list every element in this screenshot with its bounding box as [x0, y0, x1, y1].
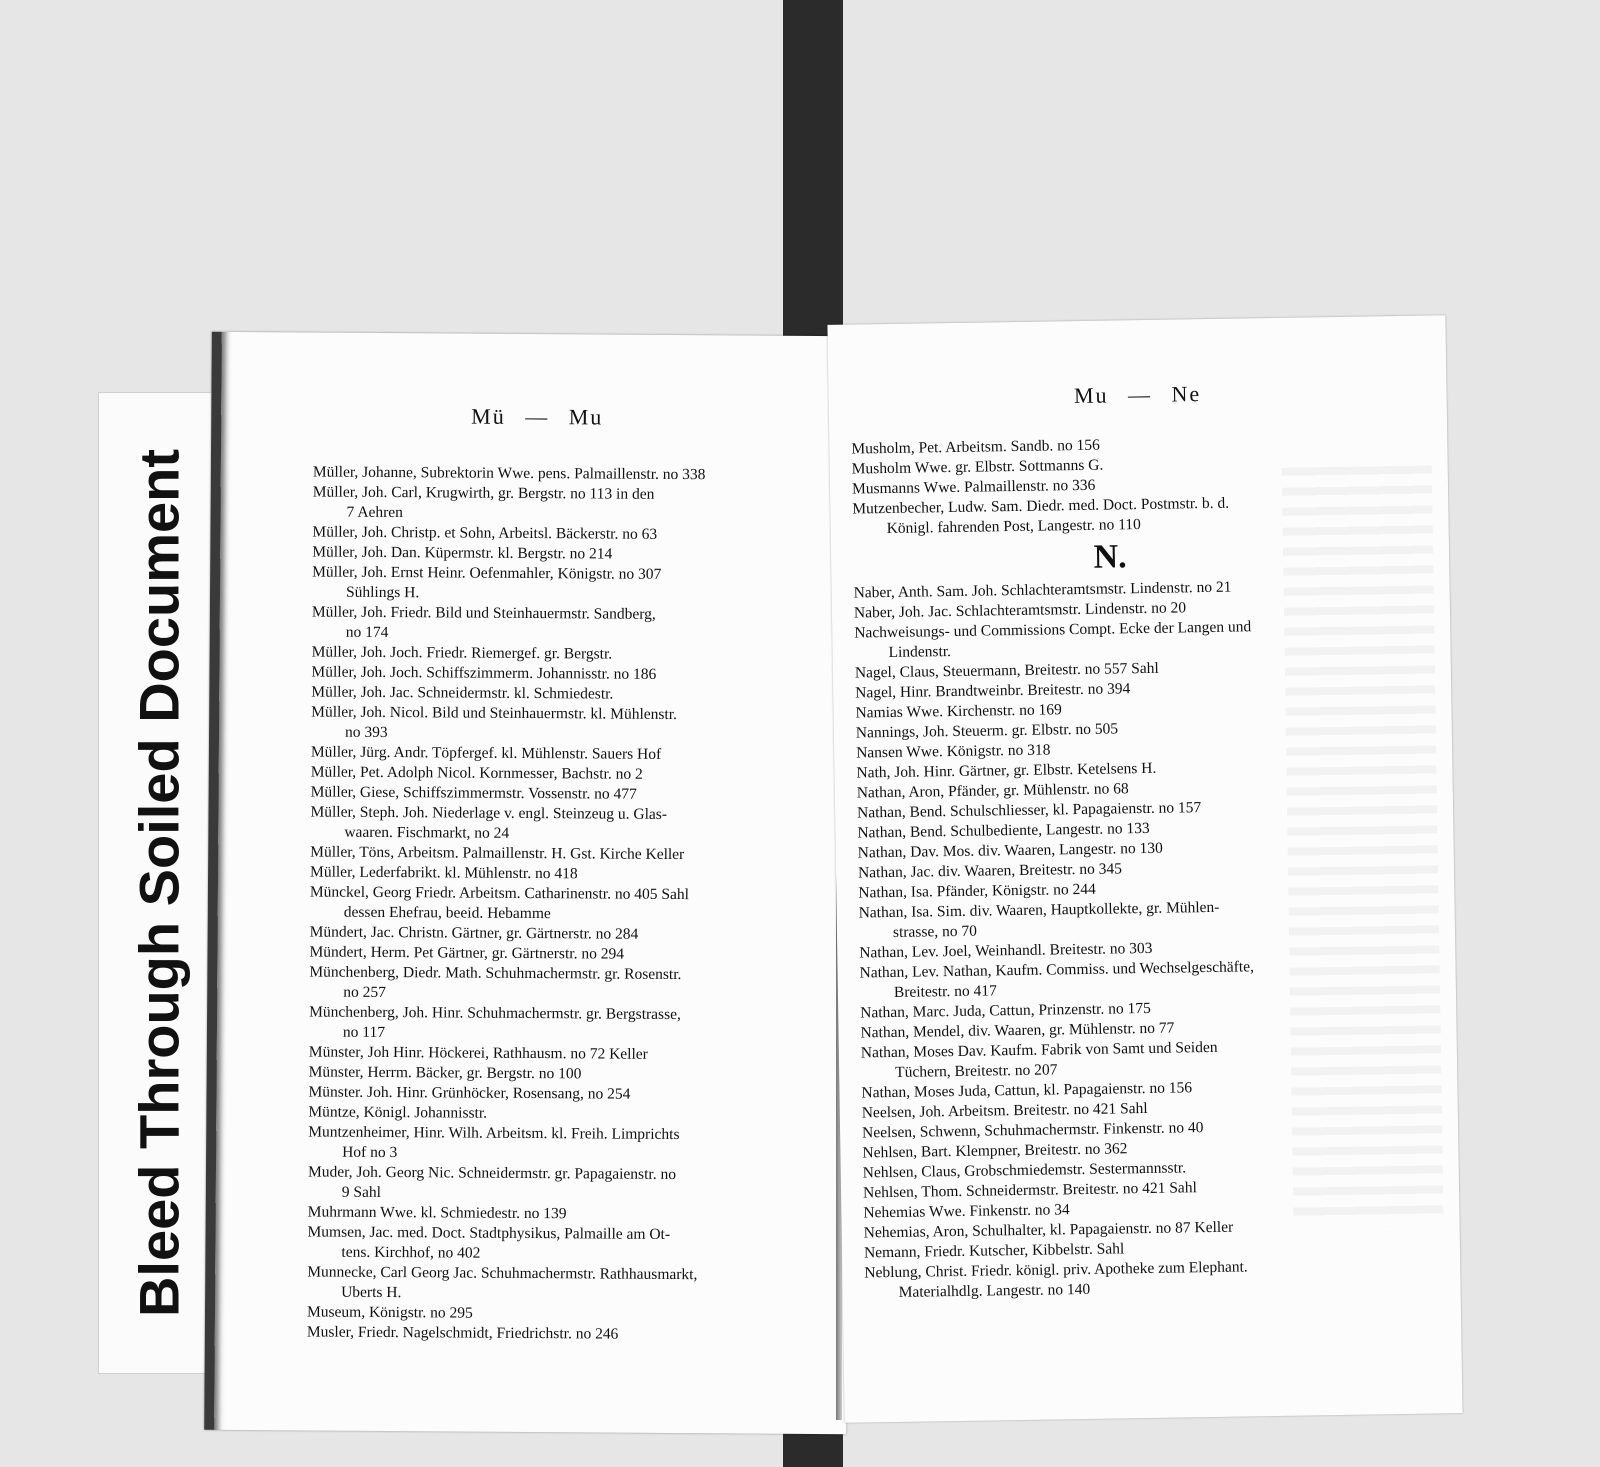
directory-entry [307, 1322, 827, 1346]
entry-text: Müller, Johanne, Subrektorin Wwe. pens. Palmaillenstr. no 338 [312, 463, 706, 484]
entry-text: Nagel, Claus, Steuermann, Breitestr. no 557 Sahl [854, 659, 1159, 682]
entry-text: Mumsen, Jac. med. Doct. Stadtphysikus, Palmaille am Ot- [307, 1223, 671, 1243]
entry-text: Nathan, Lev. Nathan, Kaufm. Commiss. und Wechselgeschäfte, [859, 958, 1255, 982]
entry-text: Nannings, Joh. Steuerm. gr. Elbstr. no 505 [855, 720, 1119, 742]
entry-text: Musholm Wwe. gr. Elbstr. Sottmanns G. [851, 456, 1104, 478]
entry-continuation: Materialhdlg. Langestr. no 140 [898, 1280, 1091, 1301]
entry-continuation: tens. Kirchhof, no 402 [341, 1243, 481, 1262]
directory-entry [307, 1222, 827, 1266]
entry-text: Mutzenbecher, Ludw. Sam. Diedr. med. Doct. Postmstr. b. d. [852, 494, 1230, 518]
entry-continuation: Tüchern, Breitestr. no 207 [895, 1061, 1058, 1081]
right-entries-after [853, 575, 1438, 1304]
entry-text: Nathan, Marc. Juda, Cattun, Prinzenstr. no 175 [860, 999, 1151, 1022]
right-page [827, 315, 1462, 1423]
entry-text: Nagel, Hinr. Brandtweinbr. Breitestr. no 394 [855, 680, 1131, 702]
entry-text: Nehemias Wwe. Finkenstr. no 34 [863, 1201, 1070, 1222]
right-header-from: Mu [1073, 382, 1109, 409]
entry-text: Nathan, Lev. Joel, Weinhandl. Breitestr. no 303 [859, 939, 1153, 962]
left-header-from: Mü [471, 403, 506, 429]
entry-text: Mündert, Jac. Christn. Gärtner, gr. Gärtnerstr. no 284 [309, 923, 639, 943]
entry-text: Nemann, Friedr. Kutscher, Kibbelstr. Sahl [863, 1240, 1125, 1262]
entry-text: Müller, Joh. Friedr. Bild und Steinhauermstr. Sandberg, [311, 603, 656, 623]
directory-entry [312, 562, 832, 606]
entry-text: Müller, Pet. Adolph Nicol. Kornmesser, Bachstr. no 2 [310, 763, 643, 783]
entry-text: Münster, Joh Hinr. Höckerei, Rathhausm. no 72 Keller [308, 1043, 648, 1063]
entry-continuation: dessen Ehefrau, beeid. Hebamme [343, 903, 551, 923]
entry-text: Mündert, Herm. Pet Gärtner, gr. Gärtnerstr. no 294 [309, 943, 625, 963]
entry-text: Nehemias, Aron, Schulhalter, kl. Papagaienstr. no 87 Keller [863, 1218, 1234, 1242]
entry-text: Münckel, Georg Friedr. Arbeitsm. Catharinenstr. no 405 Sahl [309, 883, 689, 904]
entry-text: Müller, Joh. Nicol. Bild und Steinhauermstr. kl. Mühlenstr. [311, 703, 678, 724]
entry-text: Nachweisungs- und Commissions Compt. Ecke der Langen und [854, 618, 1252, 642]
entry-continuation: no 174 [345, 623, 389, 642]
entry-text: Nathan, Bend. Schulschliesser, kl. Papagaienstr. no 157 [856, 799, 1202, 822]
entry-continuation: no 393 [344, 723, 388, 742]
entry-text: Muder, Joh. Georg Nic. Schneidermstr. gr. Papagaienstr. no [307, 1163, 677, 1184]
entry-text: Müller, Joh. Dan. Küpermstr. kl. Bergstr. no 214 [312, 543, 613, 563]
entry-text: Munnecke, Carl Georg Jac. Schuhmachermstr. Rathhausmarkt, [307, 1263, 698, 1284]
entry-text: Müller, Joh. Joch. Schiffszimmerm. Johannisstr. no 186 [311, 663, 657, 683]
entry-continuation: Breitestr. no 417 [893, 982, 997, 1001]
left-page-header [221, 402, 853, 432]
entry-text: Nathan, Isa. Sim. div. Waaren, Hauptkollekte, gr. Mühlen- [858, 898, 1220, 922]
entry-text: Nathan, Dav. Mos. div. Waaren, Langestr. no 130 [857, 839, 1163, 862]
entry-text: Nathan, Mendel, div. Waaren, gr. Mühlenstr. no 77 [860, 1019, 1175, 1042]
section-letter: N. [1093, 538, 1127, 576]
entry-text: Nansen Wwe. Königstr. no 318 [856, 741, 1051, 762]
entry-text: Nathan, Aron, Pfänder, gr. Mühlenstr. no 68 [856, 780, 1129, 802]
directory-entry [311, 702, 831, 746]
entry-text: Musholm, Pet. Arbeitsm. Sandb. no 156 [851, 436, 1100, 458]
entry-continuation: no 117 [342, 1023, 386, 1041]
entry-continuation: Sühlings H. [345, 583, 420, 602]
directory-entry [310, 802, 830, 846]
entry-continuation: Königl. fahrenden Post, Langestr. no 110 [886, 516, 1142, 538]
document-label-text: Bleed Through Soiled Document [127, 448, 191, 1318]
entry-text: Museum, Königstr. no 295 [306, 1303, 473, 1322]
entry-text: Neelsen, Joh. Arbeitsm. Breitestr. no 421 Sahl [861, 1099, 1148, 1122]
entry-text: Muntzenheimer, Hinr. Wilh. Arbeitsm. kl. Freih. Limprichts [308, 1123, 680, 1144]
directory-entry [312, 602, 832, 646]
entry-continuation: Lindenstr. [888, 643, 952, 662]
right-header-dash: — [1127, 381, 1153, 408]
entry-text: Müller, Joh. Christp. et Sohn, Arbeitsl. Bäckerstr. no 63 [312, 523, 658, 543]
entry-text: Münchenberg, Joh. Hinr. Schuhmachermstr. gr. Bergstrasse, [309, 1003, 681, 1024]
entry-text: Naber, Joh. Jac. Schlachteramtsmstr. Lindenstr. no 20 [853, 599, 1187, 622]
left-page [204, 332, 854, 1434]
entry-text: Müller, Lederfabrikt. kl. Mühlenstr. no 418 [310, 863, 578, 883]
entry-text: Müller, Joh. Ernst Heinr. Oefenmahler, Königstr. no 307 [312, 563, 662, 583]
directory-entry [310, 882, 830, 926]
entry-text: Münster. Joh. Hinr. Grünhöcker, Rosensang, no 254 [308, 1083, 631, 1103]
directory-entry [309, 1002, 829, 1046]
entry-text: Müller, Giese, Schiffszimmermstr. Vossenstr. no 477 [310, 783, 637, 803]
entry-continuation: 9 Sahl [341, 1183, 382, 1201]
entry-text: Müller, Jürg. Andr. Töpfergef. kl. Mühlenstr. Sauers Hof [310, 743, 662, 763]
entry-text: Münchenberg, Diedr. Math. Schuhmachermstr. gr. Rosenstr. [309, 963, 682, 984]
entry-text: Nathan, Moses Juda, Cattun, kl. Papagaienstr. no 156 [861, 1079, 1193, 1102]
left-header-dash: — [525, 403, 550, 430]
entry-continuation: Hof no 3 [342, 1143, 398, 1162]
directory-entry [308, 1162, 828, 1206]
entry-text: Münster, Herrm. Bäcker, gr. Bergstr. no 100 [308, 1063, 582, 1083]
directory-entry [307, 1262, 827, 1306]
right-entry-list [851, 431, 1439, 1304]
entry-text: Nehlsen, Bart. Klempner, Breitestr. no 362 [862, 1140, 1128, 1162]
entry-continuation: Uberts H. [341, 1283, 402, 1302]
directory-entry [313, 482, 833, 526]
directory-entry [308, 1122, 828, 1166]
entry-continuation: strasse, no 70 [892, 922, 978, 941]
entry-text: Nehlsen, Claus, Grobschmiedemstr. Sestermannsstr. [862, 1159, 1187, 1182]
left-entry-list [307, 462, 833, 1346]
entry-text: Nathan, Isa. Pfänder, Königstr. no 244 [858, 880, 1096, 902]
entry-text: Neblung, Christ. Friedr. königl. priv. Apotheke zum Elephant. [864, 1258, 1248, 1282]
entry-text: Naber, Anth. Sam. Joh. Schlachteramtsmstr. Lindenstr. no 21 [853, 578, 1232, 602]
entry-text: Nathan, Jac. div. Waaren, Breitestr. no 345 [857, 860, 1123, 882]
entry-text: Müller, Joh. Carl, Krugwirth, gr. Bergstr. no 113 in den [312, 483, 655, 503]
entry-text: Musmanns Wwe. Palmaillenstr. no 336 [851, 476, 1096, 498]
entry-text: Nath, Joh. Hinr. Gärtner, gr. Elbstr. Ketelsens H. [856, 759, 1157, 782]
entry-text: Musler, Friedr. Nagelschmidt, Friedrichstr. no 246 [306, 1323, 619, 1343]
entry-text: Nathan, Bend. Schulbediente, Langestr. no 133 [857, 819, 1150, 842]
entry-text: Müller, Steph. Joh. Niederlage v. engl. Steinzeug u. Glas- [310, 803, 668, 823]
right-entries-before [851, 431, 1426, 540]
entry-text: Müller, Joh. Jac. Schneidermstr. kl. Schmiedestr. [311, 683, 614, 703]
entry-text: Müntze, Königl. Johannisstr. [308, 1103, 488, 1122]
directory-entry [864, 1254, 1439, 1303]
entry-text: Neelsen, Schwenn, Schuhmachermstr. Finkenstr. no 40 [861, 1119, 1204, 1142]
left-header-to: Mu [568, 404, 604, 430]
entry-text: Müller, Töns, Arbeitsm. Palmaillenstr. H. Gst. Kirche Keller [310, 843, 685, 864]
right-header-to: Ne [1171, 381, 1202, 407]
entry-text: Nehlsen, Thom. Schneidermstr. Breitestr. no 421 Sahl [862, 1179, 1197, 1202]
entry-text: Nathan, Moses Dav. Kaufm. Fabrik von Samt und Seiden [860, 1038, 1218, 1062]
entry-continuation: 7 Aehren [346, 503, 404, 522]
document-label [98, 392, 220, 1374]
entry-text: Namias Wwe. Kirchenstr. no 169 [855, 701, 1062, 722]
right-page-header [828, 377, 1446, 413]
entry-continuation: waaren. Fischmarkt, no 24 [344, 823, 510, 842]
directory-entry [309, 962, 829, 1006]
entry-text: Müller, Joh. Joch. Friedr. Riemergef. gr. Bergstr. [311, 643, 613, 663]
directory-entry [852, 491, 1427, 540]
entry-text: Muhrmann Wwe. kl. Schmiedestr. no 139 [307, 1203, 567, 1223]
entry-continuation: no 257 [343, 983, 386, 1002]
binding-strip-top [783, 0, 843, 340]
